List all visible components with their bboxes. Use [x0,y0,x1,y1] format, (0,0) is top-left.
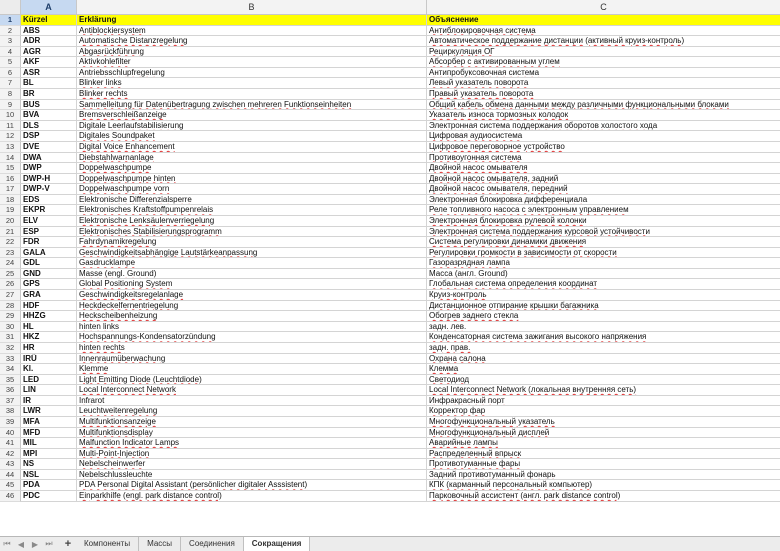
row-number[interactable]: 10 [0,110,21,121]
table-row [0,354,780,365]
row-number[interactable]: 36 [0,385,21,396]
cell-explanation-ru[interactable]: Электронная система поддержания оборотов холостого хода [427,121,780,132]
row-number[interactable]: 16 [0,174,21,185]
cell-abbreviation[interactable]: LIN [21,385,77,396]
table-row [0,68,780,79]
cell-explanation-de[interactable]: Innenraumüberwachung [77,354,427,365]
cell-explanation-de[interactable]: Geschwindigkeitsabhängige Lautstärkeanpassung [77,248,427,259]
row-number[interactable]: 5 [0,57,21,68]
cell-explanation-de[interactable]: Elektronische Lenksäulenverriegelung [77,216,427,227]
cell-explanation-de[interactable]: Multifunktionsdisplay [77,428,427,439]
table-row [0,100,780,111]
cell-explanation-ru[interactable]: Цифровая аудиосистема [427,131,780,142]
row-number[interactable]: 2 [0,26,21,37]
header-row [0,15,780,26]
cell-explanation-de[interactable]: Automatische Distanzregelung [77,36,427,47]
tab-soedineniya[interactable]: Соединения [181,537,244,551]
table-row [0,385,780,396]
row-number[interactable]: 20 [0,216,21,227]
cell-explanation-de[interactable]: Gasdrucklampe [77,258,427,269]
row-number[interactable]: 32 [0,343,21,354]
cell-explanation-ru[interactable]: Антипробуксовочная система [427,68,780,79]
row-number[interactable]: 4 [0,47,21,58]
table-row [0,248,780,259]
cell-explanation-ru[interactable]: задн. лев. [427,322,780,333]
row-number[interactable]: 38 [0,406,21,417]
header-cell-obyasnenie[interactable]: Объяснение [427,15,780,26]
row-number[interactable]: 34 [0,364,21,375]
cell-explanation-de[interactable]: Hochspannungs-Kondensatorzündung [77,332,427,343]
table-row [0,258,780,269]
table-row [0,279,780,290]
cell-explanation-de[interactable]: Elektronisches Kraftstoffpumpenrelais [77,205,427,216]
row-number[interactable]: 13 [0,142,21,153]
cell-explanation-de[interactable]: Digital Voice Enhancement [77,142,427,153]
cell-abbreviation[interactable]: BR [21,89,77,100]
cell-explanation-ru[interactable]: Двойной насос омывателя [427,163,780,174]
table-row [0,311,780,322]
tab-sokrashcheniya[interactable]: Сокращения [244,537,311,551]
cell-abbreviation[interactable]: GND [21,269,77,280]
table-row [0,375,780,386]
row-number[interactable]: 39 [0,417,21,428]
cell-abbreviation[interactable]: IRÜ [21,354,77,365]
cell-abbreviation[interactable]: ESP [21,227,77,238]
table-row [0,57,780,68]
cell-explanation-de[interactable]: Geschwindigkeitsregelanlage [77,290,427,301]
cell-explanation-de[interactable]: Abgasrückführung [77,47,427,58]
cell-abbreviation[interactable]: DWP [21,163,77,174]
cell-abbreviation[interactable]: FDR [21,237,77,248]
row-number[interactable]: 7 [0,78,21,89]
table-row [0,343,780,354]
cell-explanation-de[interactable]: Multi-Point-Injection [77,449,427,460]
table-row [0,131,780,142]
cell-explanation-de[interactable]: Aktivkohlefilter [77,57,427,68]
cell-explanation-de[interactable]: Leuchtweitenregelung [77,406,427,417]
cell-explanation-de[interactable]: Masse (engl. Ground) [77,269,427,280]
cell-abbreviation[interactable]: NS [21,459,77,470]
row-number[interactable]: 40 [0,428,21,439]
cell-explanation-de[interactable]: Klemme [77,364,427,375]
cell-abbreviation[interactable]: ASR [21,68,77,79]
table-row [0,195,780,206]
row-number[interactable]: 31 [0,332,21,343]
cell-explanation-de[interactable]: Antriebsschlupfregelung [77,68,427,79]
row-number[interactable]: 11 [0,121,21,132]
row-number[interactable]: 12 [0,131,21,142]
cell-explanation-de[interactable]: Digitales Soundpaket [77,131,427,142]
cell-explanation-ru[interactable]: Local Interconnect Network (локальная внутренняя сеть) [427,385,780,396]
cell-explanation-ru[interactable]: КПК (карманный персональный компьютер) [427,480,780,491]
rows-container [0,15,780,502]
cell-explanation-de[interactable]: PDA Personal Digital Assistant (persönlicher digitaler Asssistent) [77,480,427,491]
table-row [0,396,780,407]
cell-explanation-de[interactable]: Light Emitting Diode (Leuchtdiode) [77,375,427,386]
row-number[interactable]: 3 [0,36,21,47]
cell-abbreviation[interactable]: GPS [21,279,77,290]
cell-abbreviation[interactable]: DSP [21,131,77,142]
row-number[interactable]: 17 [0,184,21,195]
cell-explanation-ru[interactable]: Рециркуляция ОГ [427,47,780,58]
cell-explanation-ru[interactable]: Парковочный ассистент (англ. park distance control) [427,491,780,502]
row-number[interactable]: 29 [0,311,21,322]
cell-abbreviation[interactable]: LWR [21,406,77,417]
cell-explanation-ru[interactable]: Клемма [427,364,780,375]
row-number[interactable]: 26 [0,279,21,290]
cell-explanation-ru[interactable]: Конденсаторная система зажигания высокого напряжения [427,332,780,343]
cell-explanation-ru[interactable]: Противотуманные фары [427,459,780,470]
cell-abbreviation[interactable]: EDS [21,195,77,206]
cell-abbreviation[interactable]: HL [21,322,77,333]
table-row [0,459,780,470]
cell-abbreviation[interactable]: HDF [21,301,77,312]
table-row [0,163,780,174]
column-header-bar [0,0,780,15]
cell-explanation-de[interactable]: Infrarot [77,396,427,407]
cell-explanation-ru[interactable]: Двойной насос омывателя, передний [427,184,780,195]
cell-abbreviation[interactable]: MFD [21,428,77,439]
row-number[interactable]: 14 [0,153,21,164]
table-row [0,47,780,58]
cell-explanation-ru[interactable]: Корректор фар [427,406,780,417]
cell-explanation-de[interactable]: Local Interconnect Network [77,385,427,396]
cell-abbreviation[interactable]: Kl. [21,364,77,375]
row-number[interactable]: 1 [0,15,21,26]
cell-explanation-ru[interactable]: Автоматическое поддержание дистанции (активный круиз-контроль) [427,36,780,47]
cell-explanation-ru[interactable]: Противоугонная система [427,153,780,164]
cell-abbreviation[interactable]: LED [21,375,77,386]
cell-explanation-ru[interactable]: Инфракрасный порт [427,396,780,407]
cell-abbreviation[interactable]: DWA [21,153,77,164]
select-all-corner[interactable] [0,0,21,14]
cell-abbreviation[interactable]: HHZG [21,311,77,322]
cell-explanation-ru[interactable]: Глобальная система определения координат [427,279,780,290]
header-cell-erklaerung[interactable]: Erklärung [77,15,427,26]
table-row [0,110,780,121]
cell-abbreviation[interactable]: ADR [21,36,77,47]
cell-abbreviation[interactable]: MFA [21,417,77,428]
cell-abbreviation[interactable]: HR [21,343,77,354]
cell-explanation-ru[interactable]: Абсорбер с активированным углем [427,57,780,68]
cell-abbreviation[interactable]: EKPR [21,205,77,216]
tab-massy[interactable]: Массы [139,537,181,551]
row-number[interactable]: 42 [0,449,21,460]
cell-explanation-ru[interactable]: Электронная блокировка дифференциала [427,195,780,206]
cell-explanation-de[interactable]: Fahrdynamikregelung [77,237,427,248]
cell-explanation-ru[interactable]: Дистанционное отпирание крышки багажника [427,301,780,312]
cell-abbreviation[interactable]: DWP-V [21,184,77,195]
table-row [0,491,780,502]
cell-abbreviation[interactable]: ABS [21,26,77,37]
row-number[interactable]: 25 [0,269,21,280]
cell-explanation-ru[interactable]: Указатель износа тормозных колодок [427,110,780,121]
row-number[interactable]: 45 [0,480,21,491]
table-row [0,216,780,227]
table-row [0,364,780,375]
cell-explanation-de[interactable]: Heckscheibenheizung [77,311,427,322]
table-row [0,142,780,153]
cell-explanation-de[interactable]: Einparkhilfe (engl. park distance control) [77,491,427,502]
row-number[interactable]: 43 [0,459,21,470]
table-row [0,26,780,37]
cell-abbreviation[interactable]: MPI [21,449,77,460]
first-sheet-icon[interactable]: ⏮ [3,539,11,548]
cell-explanation-de[interactable]: Blinker links [77,78,427,89]
cell-explanation-ru[interactable]: Круиз-контроль [427,290,780,301]
cell-explanation-ru[interactable]: Электронная блокировка рулевой колонки [427,216,780,227]
row-number[interactable]: 6 [0,68,21,79]
cell-explanation-de[interactable]: Nebelscheinwerfer [77,459,427,470]
table-row [0,174,780,185]
table-row [0,184,780,195]
row-number[interactable]: 37 [0,396,21,407]
table-row [0,36,780,47]
cell-abbreviation[interactable]: MIL [21,438,77,449]
cell-abbreviation[interactable]: GALA [21,248,77,259]
cell-explanation-ru[interactable]: Распределенный впрыск [427,449,780,460]
cell-explanation-de[interactable]: Bremsverschleißanzeige [77,110,427,121]
cell-explanation-ru[interactable]: Задний противотуманный фонарь [427,470,780,481]
cell-abbreviation[interactable]: PDC [21,491,77,502]
column-header-a[interactable]: A [21,0,77,14]
cell-explanation-ru[interactable]: Антиблокировочная система [427,26,780,37]
table-row [0,121,780,132]
row-number[interactable]: 8 [0,89,21,100]
table-row [0,406,780,417]
cell-explanation-ru[interactable]: Правый указатель поворота [427,89,780,100]
cell-explanation-ru[interactable]: Регулировки громкости в зависимости от скорости [427,248,780,259]
last-sheet-icon[interactable]: ⏭ [45,539,53,548]
row-number[interactable]: 19 [0,205,21,216]
header-cell-kuerzel[interactable]: Kürzel [21,15,77,26]
cell-abbreviation[interactable]: ELV [21,216,77,227]
cell-abbreviation[interactable]: DVE [21,142,77,153]
cell-explanation-de[interactable]: Multifunktionsanzeige [77,417,427,428]
cell-explanation-de[interactable]: Malfunction Indicator Lamps [77,438,427,449]
cell-explanation-de[interactable]: Heckdeckelfernentriegelung [77,301,427,312]
row-number[interactable]: 44 [0,470,21,481]
cell-explanation-de[interactable]: Elektronisches Stabilisierungsprogramm [77,227,427,238]
row-number[interactable]: 15 [0,163,21,174]
sheet-tab-bar [0,536,780,551]
cell-explanation-de[interactable]: Diebstahlwarnanlage [77,153,427,164]
prev-sheet-icon[interactable]: ◀ [17,539,25,549]
row-number[interactable]: 22 [0,237,21,248]
row-number[interactable]: 18 [0,195,21,206]
cell-explanation-ru[interactable]: Цифровое переговорное устройство [427,142,780,153]
table-row [0,290,780,301]
cell-explanation-ru[interactable]: Светодиод [427,375,780,386]
cell-abbreviation[interactable]: BVA [21,110,77,121]
table-row [0,480,780,491]
cell-explanation-ru[interactable]: задн. прав. [427,343,780,354]
table-row [0,470,780,481]
row-number[interactable]: 41 [0,438,21,449]
cell-explanation-de[interactable]: Blinker rechts [77,89,427,100]
table-row [0,322,780,333]
cell-explanation-ru[interactable]: Электронная система поддержания курсовой устойчивости [427,227,780,238]
cell-abbreviation[interactable]: NSL [21,470,77,481]
table-row [0,78,780,89]
table-row [0,428,780,439]
cell-explanation-de[interactable]: Antiblockiersystem [77,26,427,37]
cell-explanation-ru[interactable]: Обогрев заднего стекла [427,311,780,322]
column-header-b[interactable]: B [77,0,427,14]
cell-abbreviation[interactable]: AGR [21,47,77,58]
cell-abbreviation[interactable]: AKF [21,57,77,68]
cell-abbreviation[interactable]: GRA [21,290,77,301]
cell-explanation-ru[interactable]: Многофункциональный дисплей [427,428,780,439]
table-row [0,438,780,449]
table-row [0,89,780,100]
row-number[interactable]: 24 [0,258,21,269]
column-header-c[interactable]: C [600,2,607,12]
table-row [0,227,780,238]
row-number[interactable]: 23 [0,248,21,259]
row-number[interactable]: 33 [0,354,21,365]
table-row [0,205,780,216]
row-number[interactable]: 27 [0,290,21,301]
cell-explanation-ru[interactable]: Газоразрядная лампа [427,258,780,269]
row-number[interactable]: 35 [0,375,21,386]
cell-explanation-de[interactable]: Doppelwaschpumpe [77,163,427,174]
table-row [0,301,780,312]
tab-komponenty[interactable]: Компоненты [76,537,139,551]
next-sheet-icon[interactable]: ▶ [31,539,39,549]
table-row [0,269,780,280]
add-sheet-icon[interactable]: + [64,538,72,550]
cell-explanation-ru[interactable]: Система регулировки динамики движения [427,237,780,248]
cell-explanation-ru[interactable]: Общий кабель обмена данными между различными функциональными блоками [427,100,780,111]
cell-abbreviation[interactable]: GDL [21,258,77,269]
row-number[interactable]: 9 [0,100,21,111]
cell-abbreviation[interactable]: PDA [21,480,77,491]
cell-abbreviation[interactable]: IR [21,396,77,407]
cell-explanation-ru[interactable]: Реле топливного насоса с электронным управлением [427,205,780,216]
table-row [0,153,780,164]
cell-explanation-de[interactable]: Doppelwaschpumpe hinten [77,174,427,185]
cell-explanation-de[interactable]: Sammelleitung für Datenübertragung zwischen mehreren Funktionseinheiten [77,100,427,111]
table-row [0,417,780,428]
cell-explanation-de[interactable]: hinten links [77,322,427,333]
cell-explanation-de[interactable]: hinten rechts [77,343,427,354]
table-row [0,449,780,460]
row-number[interactable]: 21 [0,227,21,238]
cell-explanation-de[interactable]: Elektronische Differenzialsperre [77,195,427,206]
cell-explanation-ru[interactable]: Многофункциональный указатель [427,417,780,428]
cell-explanation-de[interactable]: Doppelwaschpumpe vorn [77,184,427,195]
cell-explanation-ru[interactable]: Охрана салона [427,354,780,365]
table-row [0,237,780,248]
cell-abbreviation[interactable]: BUS [21,100,77,111]
cell-explanation-ru[interactable]: Масса (англ. Ground) [427,269,780,280]
row-number[interactable]: 46 [0,491,21,502]
cell-explanation-de[interactable]: Digitale Leerlaufstabilisierung [77,121,427,132]
cell-abbreviation[interactable]: DWP-H [21,174,77,185]
row-number[interactable]: 28 [0,301,21,312]
cell-abbreviation[interactable]: HKZ [21,332,77,343]
cell-explanation-de[interactable]: Nebelschlussleuchte [77,470,427,481]
table-row [0,332,780,343]
cell-explanation-ru[interactable]: Левый указатель поворота [427,78,780,89]
cell-explanation-ru[interactable]: Двойной насос омывателя, задний [427,174,780,185]
cell-abbreviation[interactable]: BL [21,78,77,89]
cell-abbreviation[interactable]: DLS [21,121,77,132]
cell-explanation-de[interactable]: Global Positioning System [77,279,427,290]
cell-explanation-ru[interactable]: Аварийные лампы [427,438,780,449]
row-number[interactable]: 30 [0,322,21,333]
